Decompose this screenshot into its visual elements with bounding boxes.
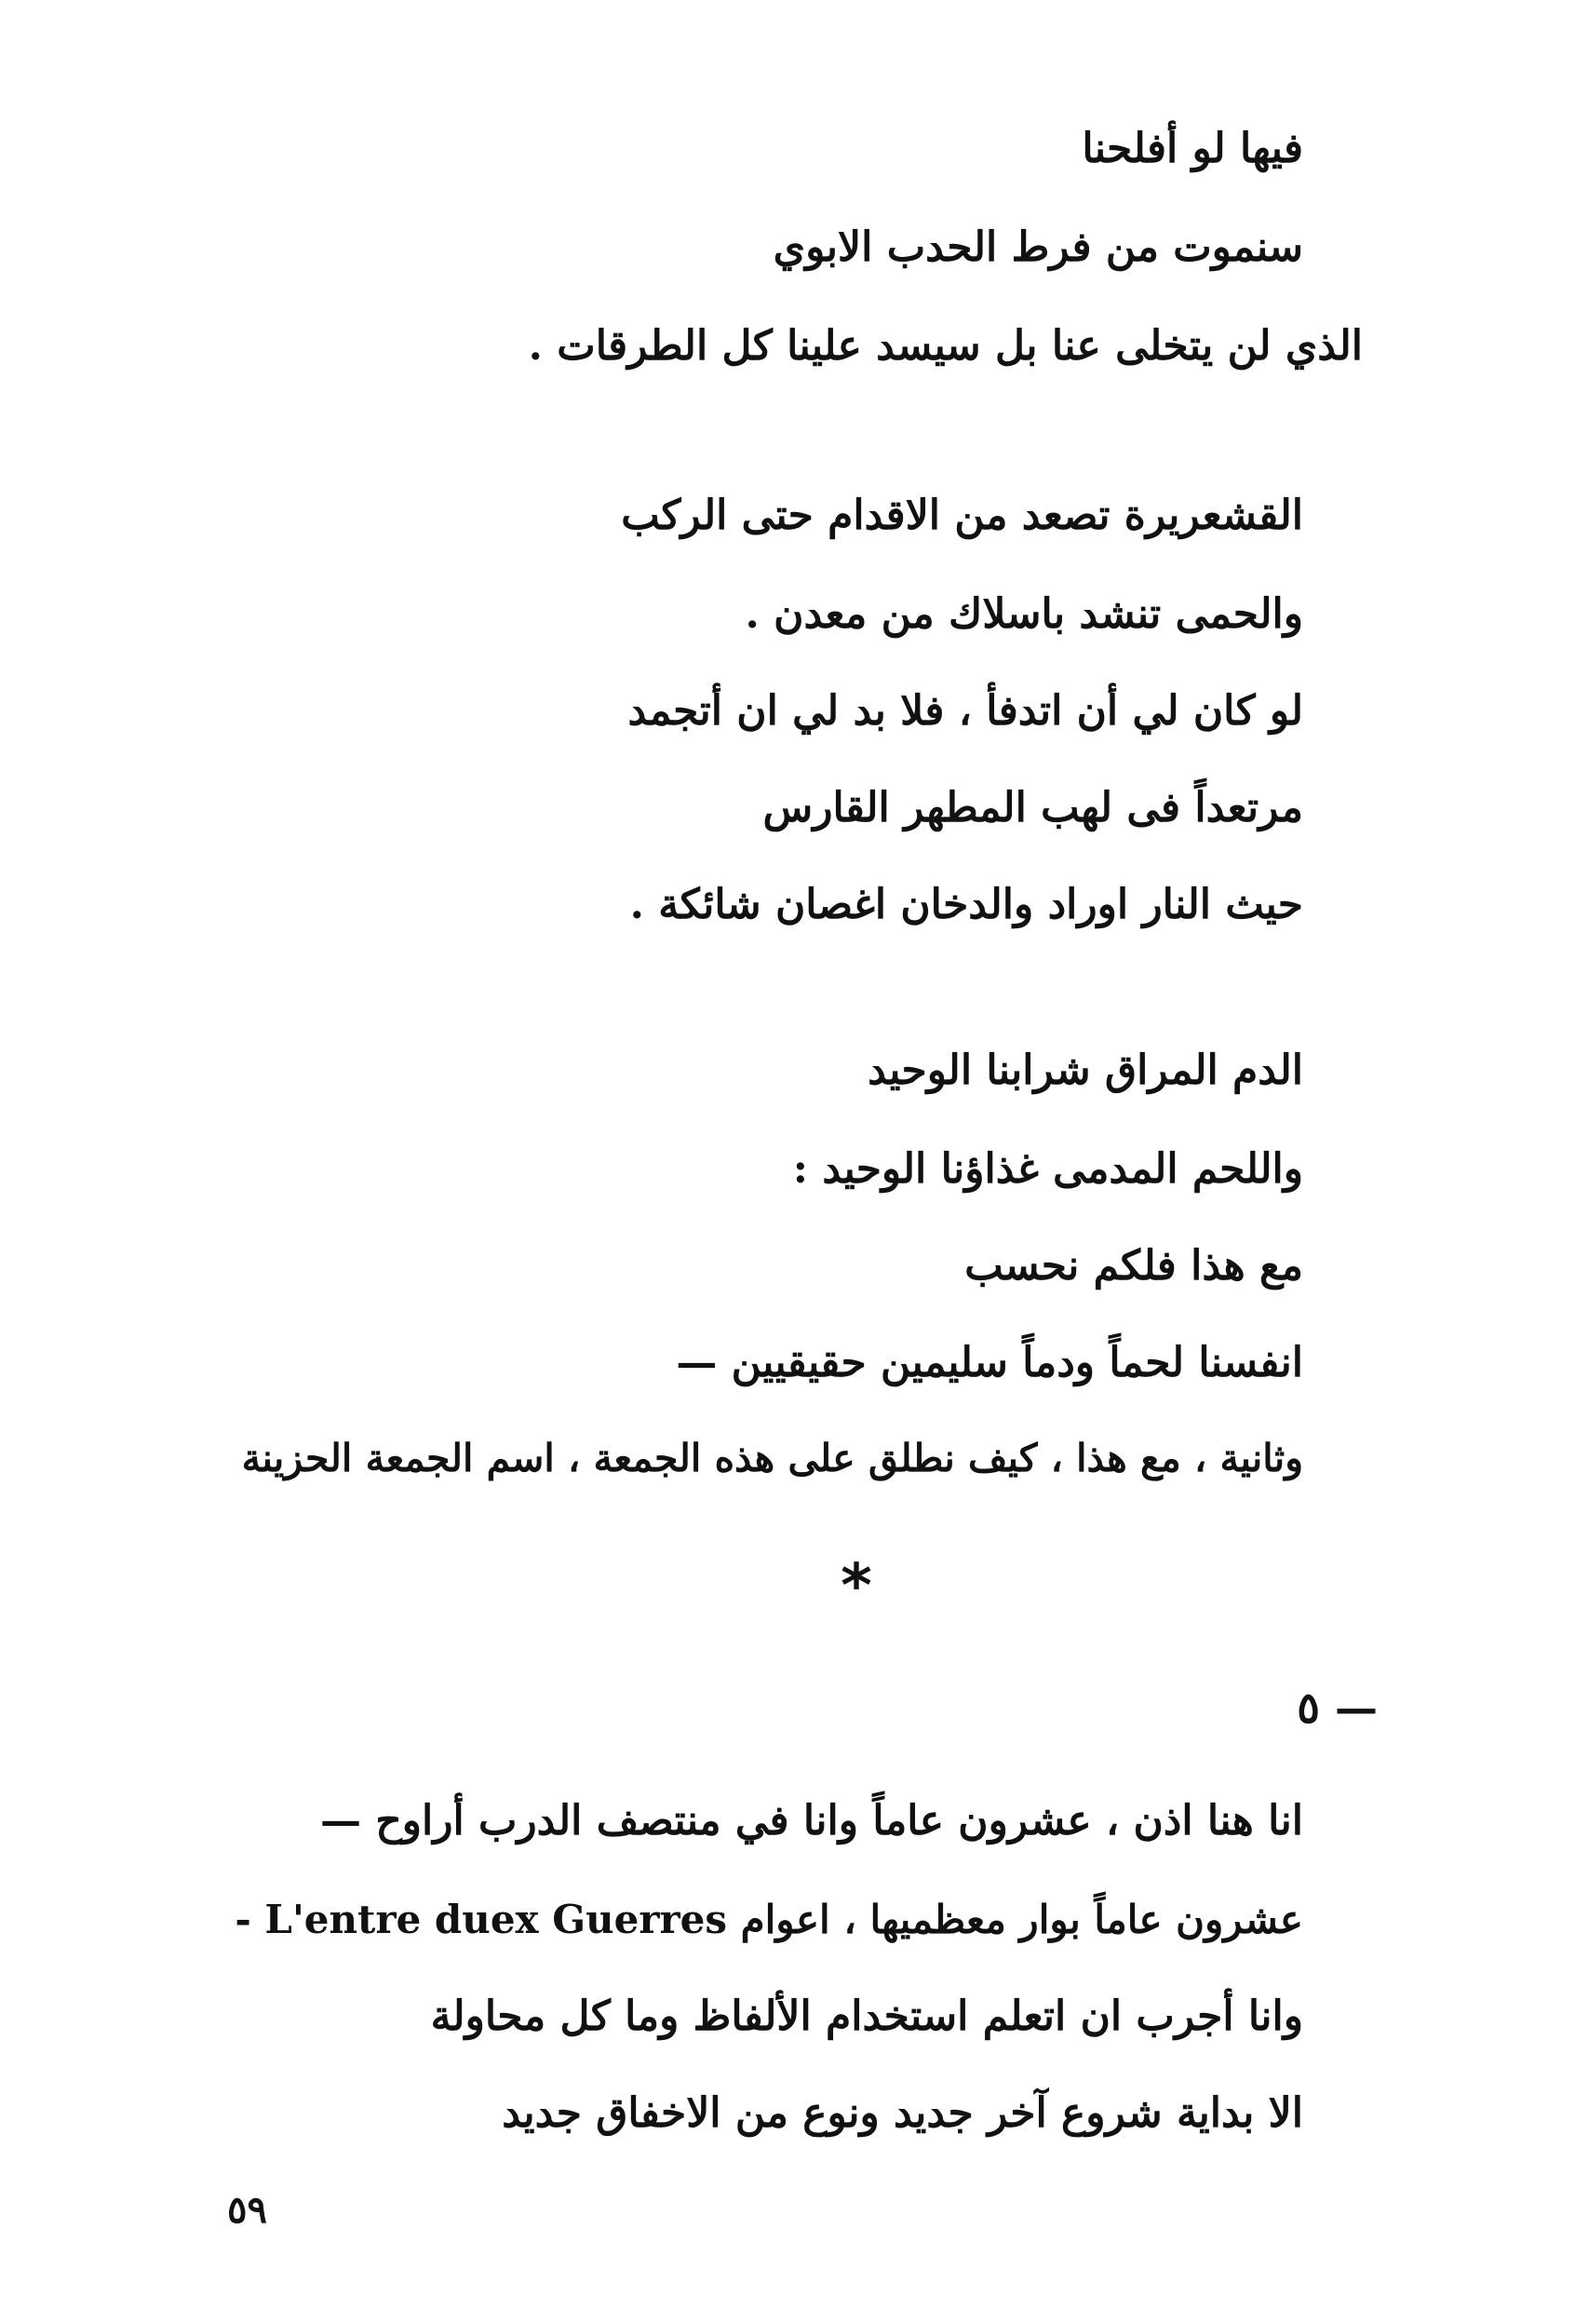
poem-line: وانا أجرب ان اتعلم استخدام الألفاظ وما كل محاولة	[430, 1993, 1303, 2040]
poem-line: انا هنا اذن ، عشرون عاماً وانا في منتصف الدرب أراوح —	[320, 1797, 1303, 1844]
poem-line: مع هذا فلكم نحسب	[964, 1242, 1303, 1290]
section-number: ٥ —	[1297, 1682, 1378, 1733]
poem-line: الا بداية شروع آخر جديد ونوع من الاخفاق جديد	[502, 2089, 1303, 2137]
poem-line: مرتعداً فى لهب المطهر القارس	[762, 784, 1303, 831]
poem-line: وثانية ، مع هذا ، كيف نطلق على هذه الجمعة ، اسم الجمعة الحزينة	[241, 1436, 1303, 1480]
poem-line: عشرون عاماً بوار معظميها ، اعوام L'entre duex Guerres -	[235, 1897, 1303, 1942]
poem-line: والحمى تنشد باسلاك من معدن .	[745, 590, 1303, 638]
poem-line: انفسنا لحماً ودماً سليمين حقيقيين —	[676, 1339, 1303, 1386]
poem-line: واللحم المدمى غذاؤنا الوحيد :	[792, 1145, 1303, 1193]
poem-line: سنموت من فرط الحدب الابوي	[773, 223, 1303, 271]
poem-line: الذي لن يتخلى عنا بل سيسد علينا كل الطرقات .	[528, 322, 1363, 370]
poem-line: فيها لو أفلحنا	[1082, 125, 1303, 172]
section-separator: *	[841, 1552, 872, 1621]
poem-line: القشعريرة تصعد من الاقدام حتى الركب	[621, 492, 1303, 539]
page-number: ٥٩	[227, 2188, 267, 2232]
poem-line: حيث النار اوراد والدخان اغصان شائكة .	[629, 881, 1303, 928]
poem-line: الدم المراق شرابنا الوحيد	[868, 1047, 1303, 1094]
poem-line: لو كان لي أن اتدفأ ، فلا بد لي ان أتجمد	[627, 687, 1303, 735]
